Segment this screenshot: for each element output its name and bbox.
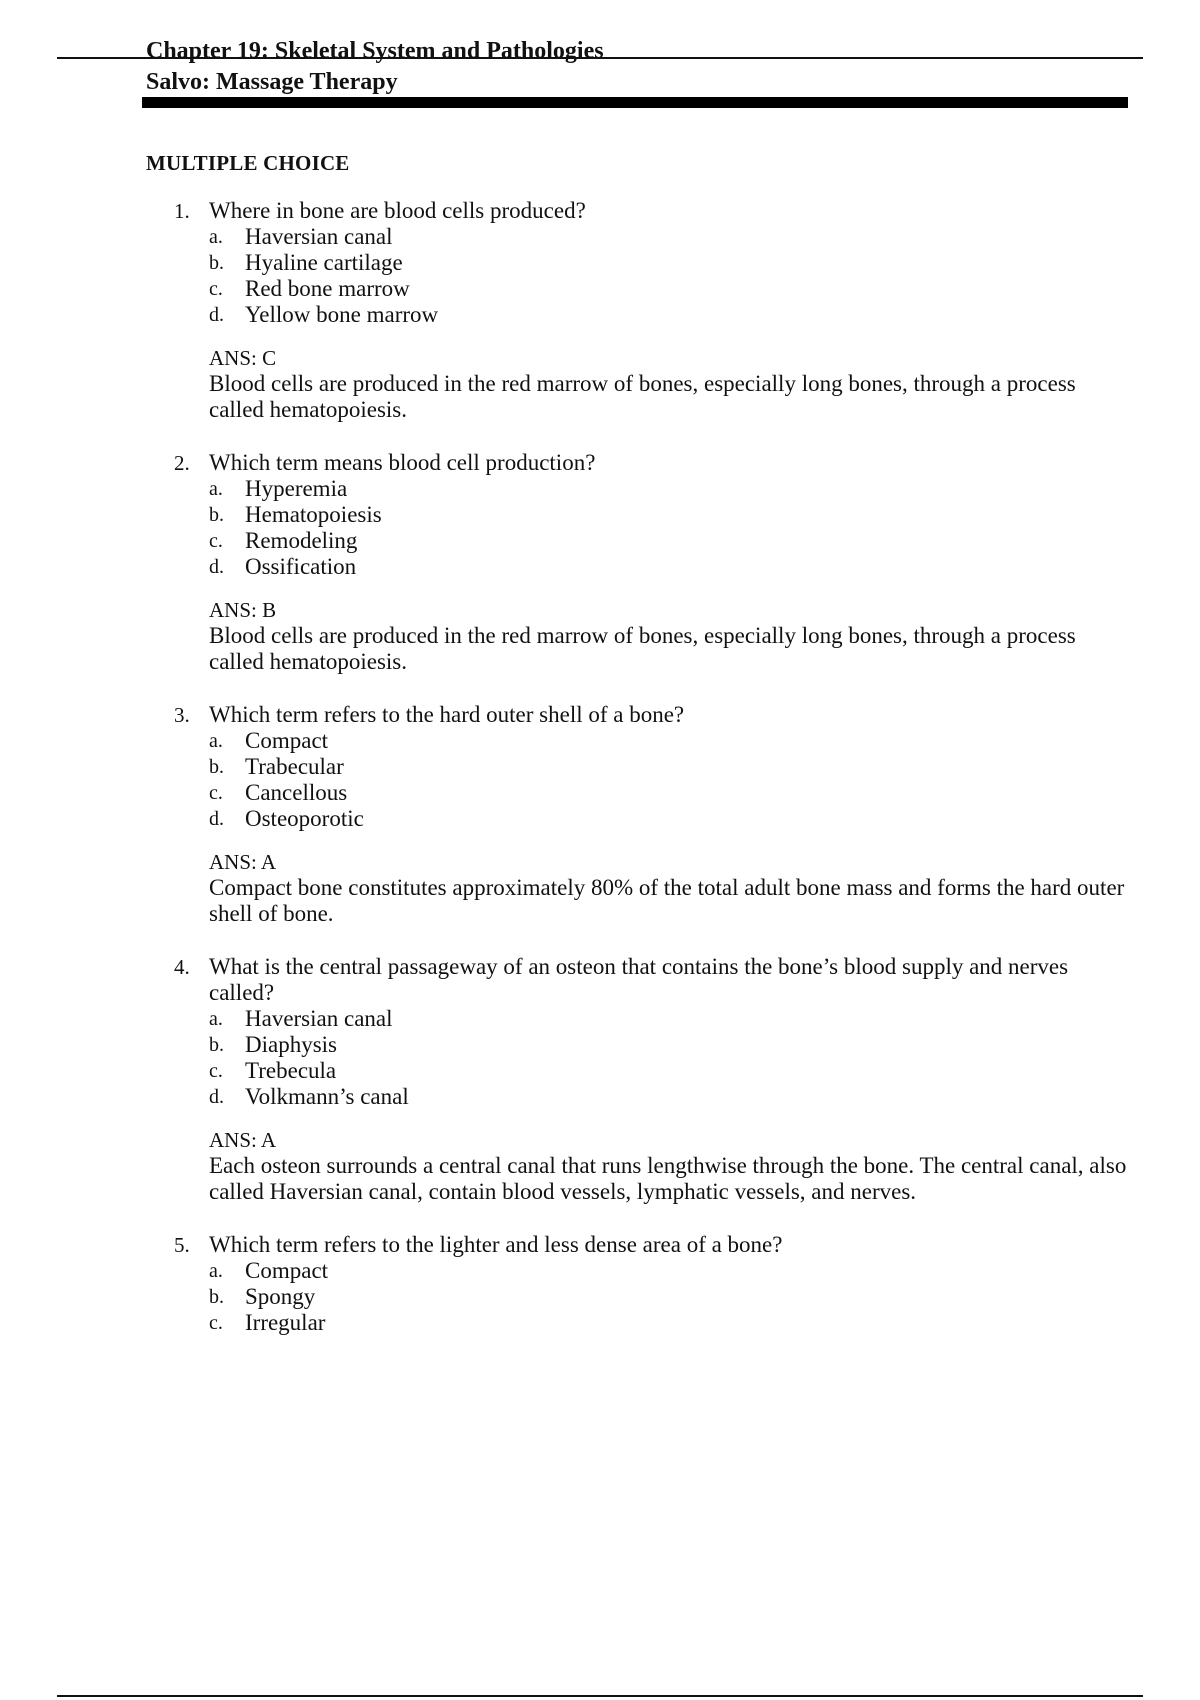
option-letter: a. — [209, 226, 223, 248]
answer-option — [0, 1032, 1200, 1058]
option-letter: b. — [209, 504, 224, 526]
answer-option — [0, 528, 1200, 554]
option-list — [0, 476, 1200, 580]
answer-option — [0, 476, 1200, 502]
chapter-title: Chapter 19: Skeletal System and Pathologies — [146, 38, 604, 64]
option-letter: d. — [209, 556, 224, 578]
answer-key: ANS: A — [209, 850, 277, 874]
option-letter: d. — [209, 808, 224, 830]
question-item — [0, 954, 1200, 1205]
answer-option — [0, 1310, 1200, 1336]
answer-option — [0, 754, 1200, 780]
answer-option — [0, 1006, 1200, 1032]
option-text: Volkmann’s canal — [245, 1084, 409, 1109]
answer-block — [209, 1127, 1129, 1205]
option-letter: b. — [209, 1286, 224, 1308]
answer-key: ANS: B — [209, 598, 277, 622]
question-item — [0, 702, 1200, 927]
question-stem: Which term refers to the lighter and less dense area of a bone? — [209, 1232, 783, 1257]
option-letter: c. — [209, 278, 223, 300]
question-number: 3. — [174, 703, 190, 727]
header-thick-rule — [142, 97, 1128, 108]
answer-block — [209, 345, 1129, 423]
answer-rationale: Blood cells are produced in the red marrow of bones, especially long bones, through a process called hematopoiesis. — [209, 623, 1076, 674]
option-text: Haversian canal — [245, 1006, 393, 1031]
option-text: Cancellous — [245, 780, 348, 805]
answer-rationale: Each osteon surrounds a central canal that runs lengthwise through the bone. The central canal, also called Haversian canal, contain blood vessels, lymphatic vessels, and nerves. — [209, 1153, 1127, 1204]
question-number: 5. — [174, 1233, 190, 1257]
answer-option — [0, 276, 1200, 302]
option-letter: a. — [209, 730, 223, 752]
option-text: Osteoporotic — [245, 806, 364, 831]
option-letter: a. — [209, 478, 223, 500]
option-list — [0, 1258, 1200, 1336]
question-item — [0, 1232, 1200, 1336]
option-text: Hyperemia — [245, 476, 348, 501]
answer-key: ANS: A — [209, 1128, 277, 1152]
option-text: Trabecular — [245, 754, 344, 779]
option-letter: a. — [209, 1008, 223, 1030]
answer-option — [0, 502, 1200, 528]
answer-rationale: Blood cells are produced in the red marrow of bones, especially long bones, through a process called hematopoiesis. — [209, 371, 1076, 422]
option-text: Trebecula — [245, 1058, 337, 1083]
option-letter: c. — [209, 530, 223, 552]
option-list — [0, 224, 1200, 328]
option-text: Compact — [245, 728, 329, 753]
answer-block — [209, 849, 1129, 927]
question-number: 4. — [174, 955, 190, 979]
option-text: Ossification — [245, 554, 357, 579]
option-text: Spongy — [245, 1284, 316, 1309]
question-stem: Which term means blood cell production? — [209, 450, 596, 475]
option-letter: d. — [209, 1086, 224, 1108]
option-text: Remodeling — [245, 528, 358, 553]
answer-option — [0, 1284, 1200, 1310]
answer-option — [0, 250, 1200, 276]
option-letter: b. — [209, 1034, 224, 1056]
option-letter: c. — [209, 1060, 223, 1082]
answer-option — [0, 780, 1200, 806]
question-item — [0, 450, 1200, 675]
answer-option — [0, 806, 1200, 832]
option-text: Yellow bone marrow — [245, 302, 439, 327]
answer-option — [0, 554, 1200, 580]
answer-option — [0, 302, 1200, 328]
question-stem: What is the central passageway of an osteon that contains the bone’s blood supply and nerves called? — [209, 954, 1069, 1005]
answer-option — [0, 1058, 1200, 1084]
option-letter: a. — [209, 1260, 223, 1282]
question-stem: Which term refers to the hard outer shell of a bone? — [209, 702, 685, 727]
option-text: Compact — [245, 1258, 329, 1283]
option-text: Red bone marrow — [245, 276, 410, 301]
option-text: Hematopoiesis — [245, 502, 382, 527]
option-letter: b. — [209, 252, 224, 274]
option-letter: d. — [209, 304, 224, 326]
answer-option — [0, 1084, 1200, 1110]
option-letter: c. — [209, 1312, 223, 1334]
question-number: 1. — [174, 199, 190, 223]
option-letter: c. — [209, 782, 223, 804]
question-number: 2. — [174, 451, 190, 475]
answer-key: ANS: C — [209, 346, 277, 370]
option-list — [0, 728, 1200, 832]
answer-block — [209, 597, 1129, 675]
answer-option — [0, 728, 1200, 754]
option-list — [0, 1006, 1200, 1110]
option-text: Haversian canal — [245, 224, 393, 249]
option-text: Hyaline cartilage — [245, 250, 403, 275]
option-text: Diaphysis — [245, 1032, 337, 1057]
option-letter: b. — [209, 756, 224, 778]
answer-rationale: Compact bone constitutes approximately 80% of the total adult bone mass and forms the hard outer shell of bone. — [209, 875, 1125, 926]
question-stem: Where in bone are blood cells produced? — [209, 198, 586, 223]
option-text: Irregular — [245, 1310, 326, 1335]
footer-rule — [57, 1695, 1143, 1697]
question-list — [0, 198, 1200, 1363]
section-title: MULTIPLE CHOICE — [146, 151, 350, 175]
question-item — [0, 198, 1200, 423]
answer-option — [0, 1258, 1200, 1284]
answer-option — [0, 224, 1200, 250]
book-title: Salvo: Massage Therapy — [146, 69, 398, 95]
